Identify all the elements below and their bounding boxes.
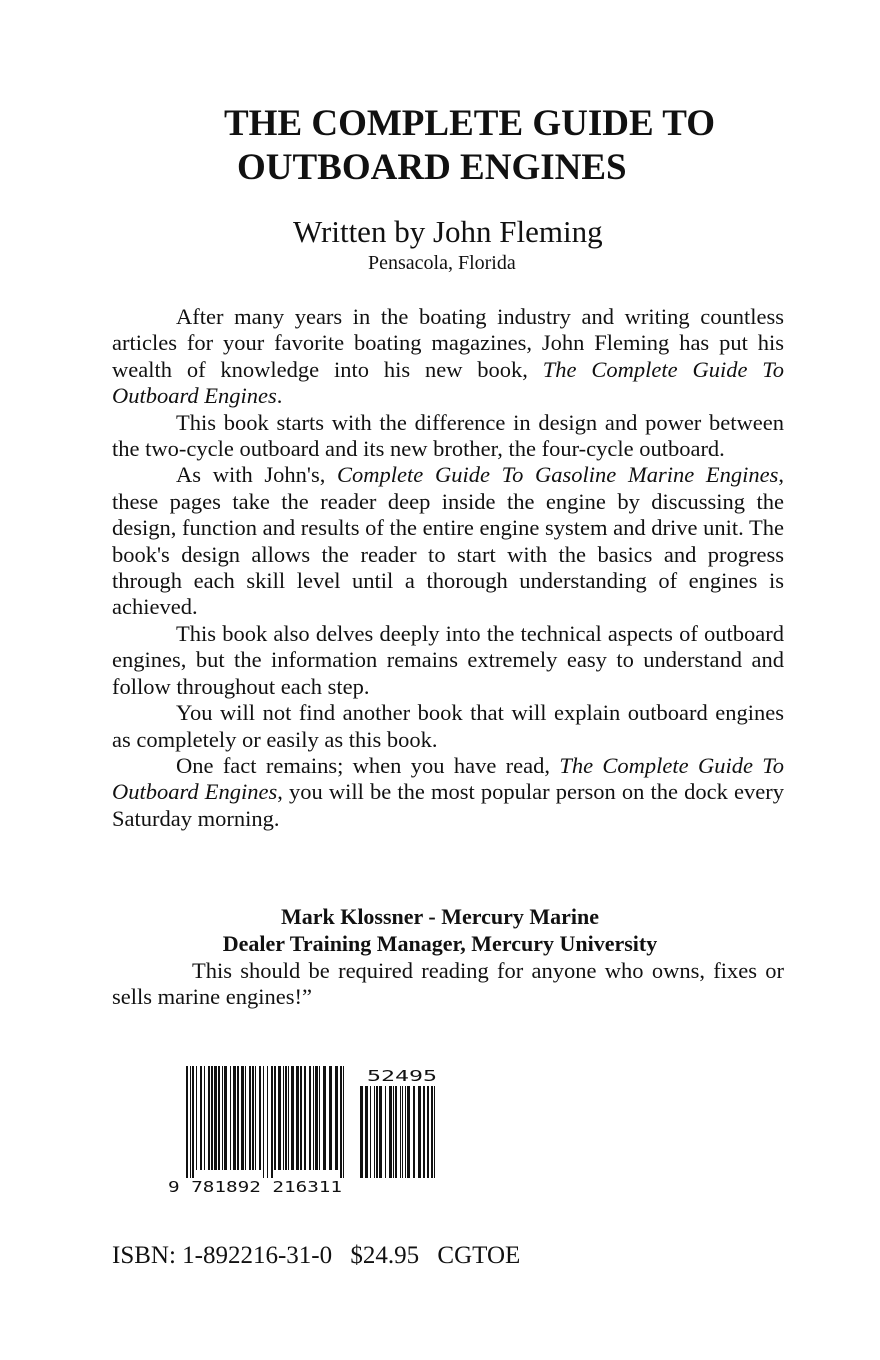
barcode-bar — [230, 1066, 231, 1170]
paragraph-3: As with John's, Complete Guide To Gasoline Marine Engines, these pages take the reader deep inside the engine by discussing the design, function and results of the entire engine system and drive unit. The book's design allows the reader to start with the basics and progress through each skill level until a thorough understanding of engines is achieved. — [112, 462, 784, 620]
barcode-bar — [340, 1066, 342, 1178]
barcode-bar — [291, 1066, 294, 1170]
isbn-number: ISBN: 1-892216-31-0 — [112, 1242, 333, 1269]
barcode-addon-digits: 52495 — [367, 1067, 437, 1085]
barcode-bar — [222, 1066, 223, 1170]
barcode-bar — [200, 1066, 202, 1170]
barcode-bar — [278, 1066, 281, 1170]
barcode-bar — [427, 1086, 429, 1178]
barcode-bar — [192, 1066, 194, 1178]
barcode-bar — [434, 1086, 435, 1178]
barcode-main-digits: 9 781892 216311 — [168, 1178, 342, 1196]
barcode-bar — [204, 1066, 205, 1170]
barcode-bar — [365, 1086, 368, 1178]
barcode-bar — [370, 1086, 371, 1178]
barcode-bar — [296, 1066, 299, 1170]
barcode-bar — [214, 1066, 217, 1170]
isbn-barcode — [166, 1062, 446, 1212]
barcode-bar — [329, 1066, 332, 1170]
paragraph-6: One fact remains; when you have read, The Complete Guide To Outboard Engines, you will be the most popular person on the dock every Saturday morning. — [112, 752, 784, 831]
barcode-bar — [319, 1066, 320, 1170]
barcode-bar — [237, 1066, 239, 1170]
barcode-bar — [376, 1086, 378, 1178]
barcode-bar — [249, 1066, 251, 1170]
barcode-bar — [224, 1066, 227, 1170]
barcode-bar — [385, 1086, 386, 1178]
barcode-bar — [304, 1066, 306, 1170]
quote-author: Mark Klossner - Mercury Marine — [280, 904, 600, 929]
barcode-addon-bars — [360, 1086, 435, 1178]
barcode-bar — [389, 1086, 392, 1178]
paragraph-2: This book starts with the difference in design and power between the two-cycle outboard and its new brother, the four-cycle outboard. — [112, 409, 784, 462]
barcode-bar — [259, 1066, 261, 1170]
isbn-price-line — [112, 1242, 532, 1270]
testimonial-quote: This should be required reading for anyone who owns, fixes or sells marine engines!” — [112, 958, 784, 1010]
paragraph-4: This book also delves deeply into the technical aspects of outboard engines, but the information remains extremely easy to understand and follow throughout each step. — [112, 620, 784, 699]
barcode-bar — [211, 1066, 213, 1170]
barcode-bar — [431, 1086, 433, 1178]
barcode-bar — [263, 1066, 264, 1178]
barcode-bar — [423, 1086, 425, 1178]
barcode-bar — [190, 1066, 191, 1178]
barcode-bar — [407, 1086, 410, 1178]
barcode-bar — [283, 1066, 284, 1170]
title-line-1: THE COMPLETE GUIDE TO — [224, 103, 716, 144]
barcode-bar — [285, 1066, 287, 1170]
barcode-bar — [400, 1086, 401, 1178]
barcode-bar — [186, 1066, 188, 1178]
barcode-bar — [313, 1066, 314, 1170]
barcode-bar — [360, 1086, 363, 1178]
barcode-bar — [418, 1086, 421, 1178]
barcode-bar — [252, 1066, 254, 1170]
paragraph-5: You will not find another book that will explain outboard engines as completely or easily as this book. — [112, 700, 784, 752]
barcode-bar — [343, 1066, 344, 1178]
quote-author-title: Dealer Training Manager, Mercury University — [222, 931, 658, 956]
barcode-bar — [405, 1086, 406, 1178]
barcode-bar — [288, 1066, 289, 1170]
barcode-bar — [379, 1086, 382, 1178]
barcode-bar — [274, 1066, 276, 1170]
barcode-bar — [393, 1086, 394, 1178]
barcode-bar — [413, 1086, 415, 1178]
related-book-title: Complete Guide To Gasoline Marine Engines — [337, 462, 779, 488]
barcode-bar — [395, 1086, 397, 1178]
barcode-bar — [309, 1066, 311, 1170]
barcode-bar — [402, 1086, 403, 1178]
price: $24.95 — [350, 1242, 420, 1269]
barcode-bar — [335, 1066, 338, 1170]
barcode-bar — [323, 1066, 326, 1170]
barcode-bar — [245, 1066, 246, 1170]
description-body — [112, 304, 784, 832]
book-title-italic: The Complete Guide To Outboard Engines — [112, 752, 784, 805]
author-byline: Written by John Fleming — [293, 214, 603, 249]
barcode-bar — [267, 1066, 268, 1178]
barcode-bar — [300, 1066, 302, 1170]
barcode-bar — [271, 1066, 273, 1178]
barcode-bar — [233, 1066, 236, 1170]
barcode-bar — [241, 1066, 244, 1170]
book-title-italic: The Complete Guide To Outboard Engines — [112, 356, 785, 409]
barcode-bar — [196, 1066, 197, 1170]
barcode-bar — [208, 1066, 210, 1170]
barcode-main-bars — [186, 1066, 344, 1178]
barcode-bar — [218, 1066, 220, 1170]
barcode-bar — [315, 1066, 318, 1170]
barcode-bar — [374, 1086, 375, 1178]
product-code: CGTOE — [437, 1242, 521, 1269]
author-location: Pensacola, Florida — [368, 252, 516, 274]
paragraph-1: After many years in the boating industry and writing countless articles for your favorite boating magazines, John Fleming has put his wealth of knowledge into his new book, The Complete Guide To Outboard Engines. — [112, 304, 785, 409]
title-line-2: OUTBOARD ENGINES — [237, 147, 627, 188]
barcode-bar — [255, 1066, 256, 1170]
